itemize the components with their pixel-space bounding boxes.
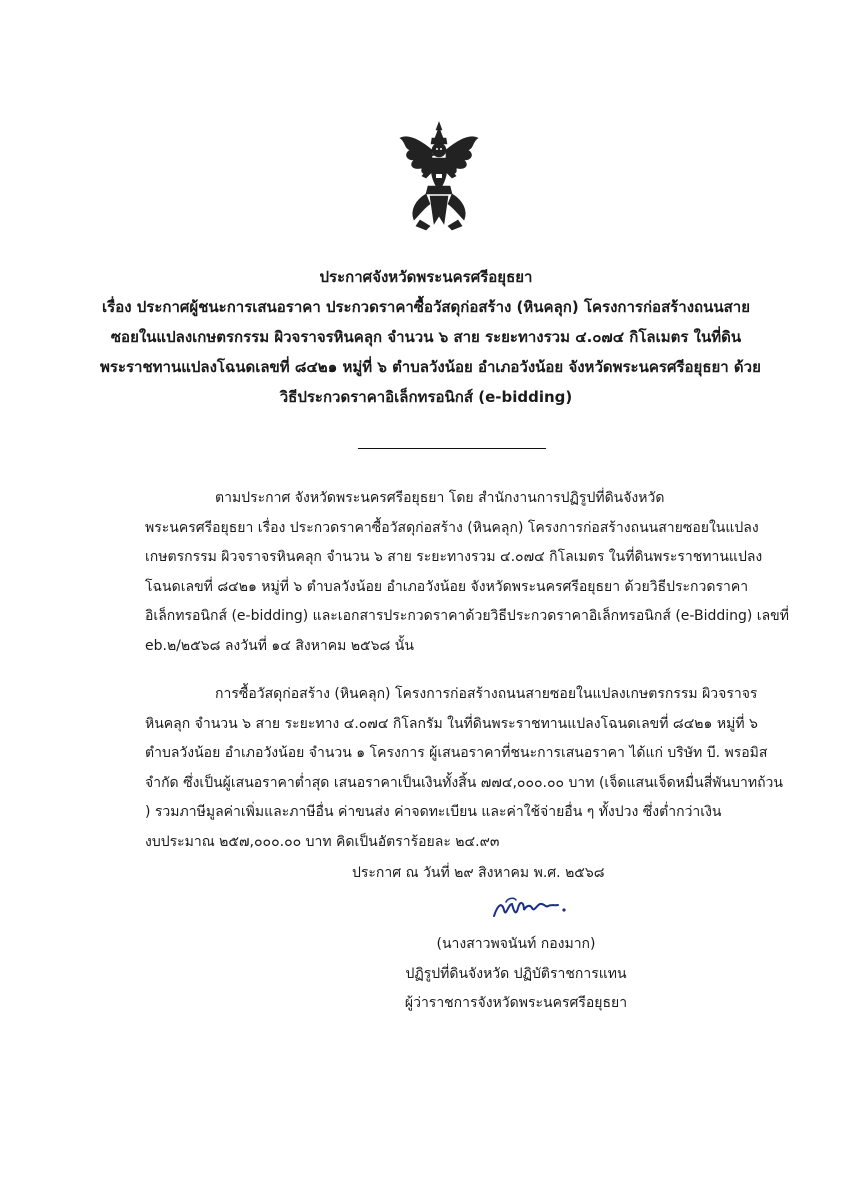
paragraph-line: การซื้อวัสดุก่อสร้าง (หินคลุก) โครงการก่อสร้างถนนสายซอยในแปลงเกษตรกรรม ผิวจราจร <box>215 686 758 702</box>
title-line: ประกาศจังหวัดพระนครศรีอยุธยา <box>319 268 533 286</box>
paragraph-line: ตำบลวังน้อย อำเภอวังน้อย จำนวน ๑ โครงการ ผู้เสนอราคาที่ชนะการเสนอราคา ได้แก่ บริษัท บี. พรอมิส <box>145 745 768 761</box>
garuda-emblem-icon <box>396 120 482 232</box>
paragraph-line: ) รวมภาษีมูลค่าเพิ่มและภาษีอื่น ค่าขนส่ง ค่าจดทะเบียน และค่าใช้จ่ายอื่น ๆ ทั้งปวง ซึ่งต่ำกว่าเงิน <box>145 804 722 820</box>
signer-block <box>396 930 636 1019</box>
signer-position: ปฏิรูปที่ดินจังหวัด ปฏิบัติราชการแทน <box>405 965 627 982</box>
paragraph-line: อิเล็กทรอนิกส์ (e-bidding) และเอกสารประกวดราคาด้วยวิธีประกวดราคาอิเล็กทรอนิกส์ (e-Bidding) เลขที่ <box>145 608 789 624</box>
paragraph-line: จำกัด ซึ่งเป็นผู้เสนอราคาต่ำสุด เสนอราคาเป็นเงินทั้งสิ้น ๗๗๔,๐๐๐.๐๐ บาท (เจ็ดแสนเจ็ดหมื่นสี่พันบาทถ้วน <box>145 774 783 791</box>
paragraph-line: โฉนดเลขที่ ๘๔๒๑ หมู่ที่ ๖ ตำบลวังน้อย อำเภอวังน้อย จังหวัดพระนครศรีอยุธยา ด้วยวิธีประกวดราคา <box>145 578 749 595</box>
title-line: พระราชทานแปลงโฉนดเลขที่ ๘๔๒๑ หมู่ที่ ๖ ตำบลวังน้อย อำเภอวังน้อย จังหวัดพระนครศรีอยุธยา ด้วย <box>100 358 761 376</box>
title-line: เรื่อง ประกาศผู้ชนะการเสนอราคา ประกวดราคาซื้อวัสดุก่อสร้าง (หินคลุก) โครงการก่อสร้างถนนสาย <box>102 298 750 316</box>
title-divider <box>358 448 546 449</box>
announcement-date: ประกาศ ณ วันที่ ๒๙ สิงหาคม พ.ศ. ๒๕๖๘ <box>352 865 605 881</box>
signature-icon <box>488 894 578 924</box>
paragraph-line: ตามประกาศ จังหวัดพระนครศรีอยุธยา โดย สำนักงานการปฏิรูปที่ดินจังหวัด <box>215 490 665 506</box>
signer-name: (นางสาวพจนันท์ กองมาก) <box>436 936 596 952</box>
title-line: ซอยในแปลงเกษตรกรรม ผิวจราจรหินคลุก จำนวน ๖ สาย ระยะทางรวม ๔.๐๗๔ กิโลเมตร ในที่ดิน <box>110 328 742 346</box>
paragraph-line: งบประมาณ ๒๕๗,๐๐๐.๐๐ บาท คิดเป็นอัตราร้อยละ ๒๔.๙๓ <box>145 833 500 850</box>
announcement-title <box>100 262 761 412</box>
paragraph-2 <box>145 680 783 857</box>
signer-authority: ผู้ว่าราชการจังหวัดพระนครศรีอยุธยา <box>404 995 628 1011</box>
paragraph-line: หินคลุก จำนวน ๖ สาย ระยะทาง ๔.๐๗๔ กิโลกรัม ในที่ดินพระราชทานแปลงโฉนดเลขที่ ๘๔๒๑ หมู่ที่ ๖ <box>145 715 758 732</box>
paragraph-line: พระนครศรีอยุธยา เรื่อง ประกวดราคาซื้อวัสดุก่อสร้าง (หินคลุก) โครงการก่อสร้างถนนสายซอยในแปลง <box>145 519 759 536</box>
paragraph-1 <box>145 484 789 661</box>
paragraph-line: eb.๒/๒๕๖๘ ลงวันที่ ๑๔ สิงหาคม ๒๕๖๘ นั้น <box>145 637 414 654</box>
title-line: วิธีประกวดราคาอิเล็กทรอนิกส์ (e-bidding) <box>279 388 573 406</box>
paragraph-line: เกษตรกรรม ผิวจราจรหินคลุก จำนวน ๖ สาย ระยะทางรวม ๔.๐๗๔ กิโลเมตร ในที่ดินพระราชทานแปลง <box>145 549 763 565</box>
